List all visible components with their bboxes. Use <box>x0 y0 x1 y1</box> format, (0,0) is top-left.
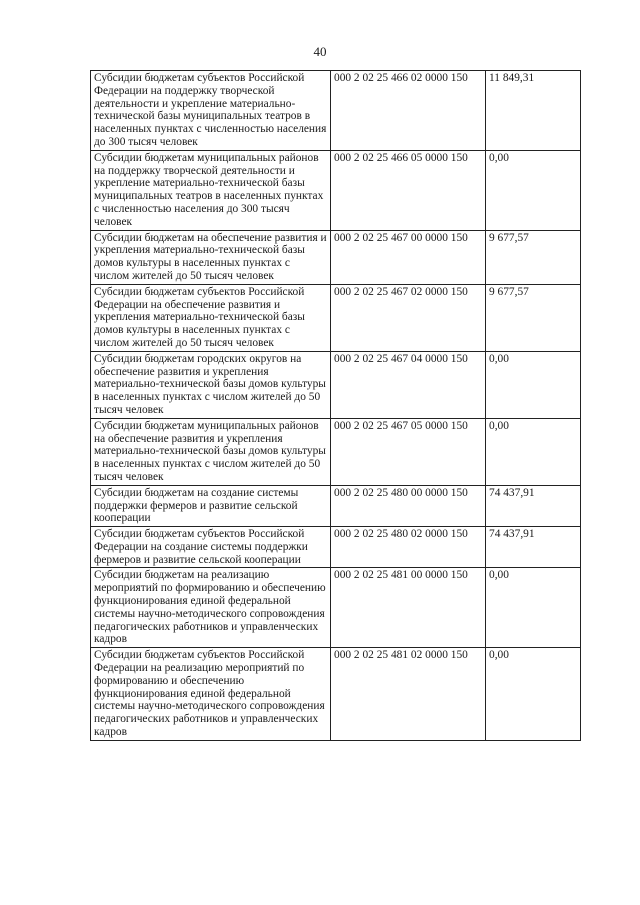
subsidy-name-cell: Субсидии бюджетам городских округов на обеспечение развития и укрепления материально-технической базы домов культуры в населенных пунктах с числом жителей до 50 тысяч человек <box>91 351 331 418</box>
subsidy-name-cell: Субсидии бюджетам субъектов Российской Федерации на поддержку творческой деятельности и укрепление материально-технической базы муниципальных театров в населенных пунктах с численностью населения до 300 тысяч человек <box>91 71 331 151</box>
subsidy-name-cell: Субсидии бюджетам на создание системы поддержки фермеров и развитие сельской кооперации <box>91 485 331 526</box>
table-row <box>91 648 581 741</box>
amount-cell: 0,00 <box>486 351 581 418</box>
budget-code-cell: 000 2 02 25 480 00 0000 150 <box>331 485 486 526</box>
amount-cell: 74 437,91 <box>486 527 581 568</box>
budget-code-cell: 000 2 02 25 481 02 0000 150 <box>331 648 486 741</box>
budget-code-cell: 000 2 02 25 467 00 0000 150 <box>331 230 486 284</box>
budget-code-cell: 000 2 02 25 467 02 0000 150 <box>331 284 486 351</box>
table-row <box>91 284 581 351</box>
budget-code-cell: 000 2 02 25 480 02 0000 150 <box>331 527 486 568</box>
subsidy-name-cell: Субсидии бюджетам субъектов Российской Федерации на создание системы поддержки фермеров и развитие сельской кооперации <box>91 527 331 568</box>
amount-cell: 9 677,57 <box>486 284 581 351</box>
amount-cell: 0,00 <box>486 418 581 485</box>
subsidy-name-cell: Субсидии бюджетам на реализацию мероприятий по формированию и обеспечению функционирования единой федеральной системы научно-методического сопровождения педагогических работников и управленческих кадров <box>91 568 331 648</box>
subsidy-name-cell: Субсидии бюджетам на обеспечение развития и укрепления материально-технической базы домов культуры в населенных пунктах с числом жителей до 50 тысяч человек <box>91 230 331 284</box>
table-row <box>91 150 581 230</box>
amount-cell: 0,00 <box>486 648 581 741</box>
amount-cell: 11 849,31 <box>486 71 581 151</box>
amount-cell: 0,00 <box>486 568 581 648</box>
amount-cell: 0,00 <box>486 150 581 230</box>
budget-code-cell: 000 2 02 25 466 05 0000 150 <box>331 150 486 230</box>
budget-code-cell: 000 2 02 25 467 05 0000 150 <box>331 418 486 485</box>
budget-code-cell: 000 2 02 25 466 02 0000 150 <box>331 71 486 151</box>
subsidy-name-cell: Субсидии бюджетам субъектов Российской Федерации на обеспечение развития и укрепления материально-технической базы домов культуры в населенных пунктах с числом жителей до 50 тысяч человек <box>91 284 331 351</box>
subsidy-name-cell: Субсидии бюджетам муниципальных районов на поддержку творческой деятельности и укрепление материально-технической базы муниципальных театров в населенных пунктах с численностью населения до 300 тысяч человек <box>91 150 331 230</box>
subsidy-name-cell: Субсидии бюджетам муниципальных районов на обеспечение развития и укрепления материально-технической базы домов культуры в населенных пунктах с числом жителей до 50 тысяч человек <box>91 418 331 485</box>
table-row <box>91 351 581 418</box>
page-number: 40 <box>313 44 327 59</box>
subsidy-name-cell: Субсидии бюджетам субъектов Российской Федерации на реализацию мероприятий по формированию и обеспечению функционирования единой федеральной системы научно-методического сопровождения педагогических работников и управленческих кадров <box>91 648 331 741</box>
budget-table <box>90 70 581 741</box>
table-row <box>91 485 581 526</box>
table-row <box>91 527 581 568</box>
amount-cell: 9 677,57 <box>486 230 581 284</box>
amount-cell: 74 437,91 <box>486 485 581 526</box>
table-row <box>91 230 581 284</box>
table-row <box>91 71 581 151</box>
table-row <box>91 418 581 485</box>
table-row <box>91 568 581 648</box>
budget-code-cell: 000 2 02 25 467 04 0000 150 <box>331 351 486 418</box>
budget-code-cell: 000 2 02 25 481 00 0000 150 <box>331 568 486 648</box>
